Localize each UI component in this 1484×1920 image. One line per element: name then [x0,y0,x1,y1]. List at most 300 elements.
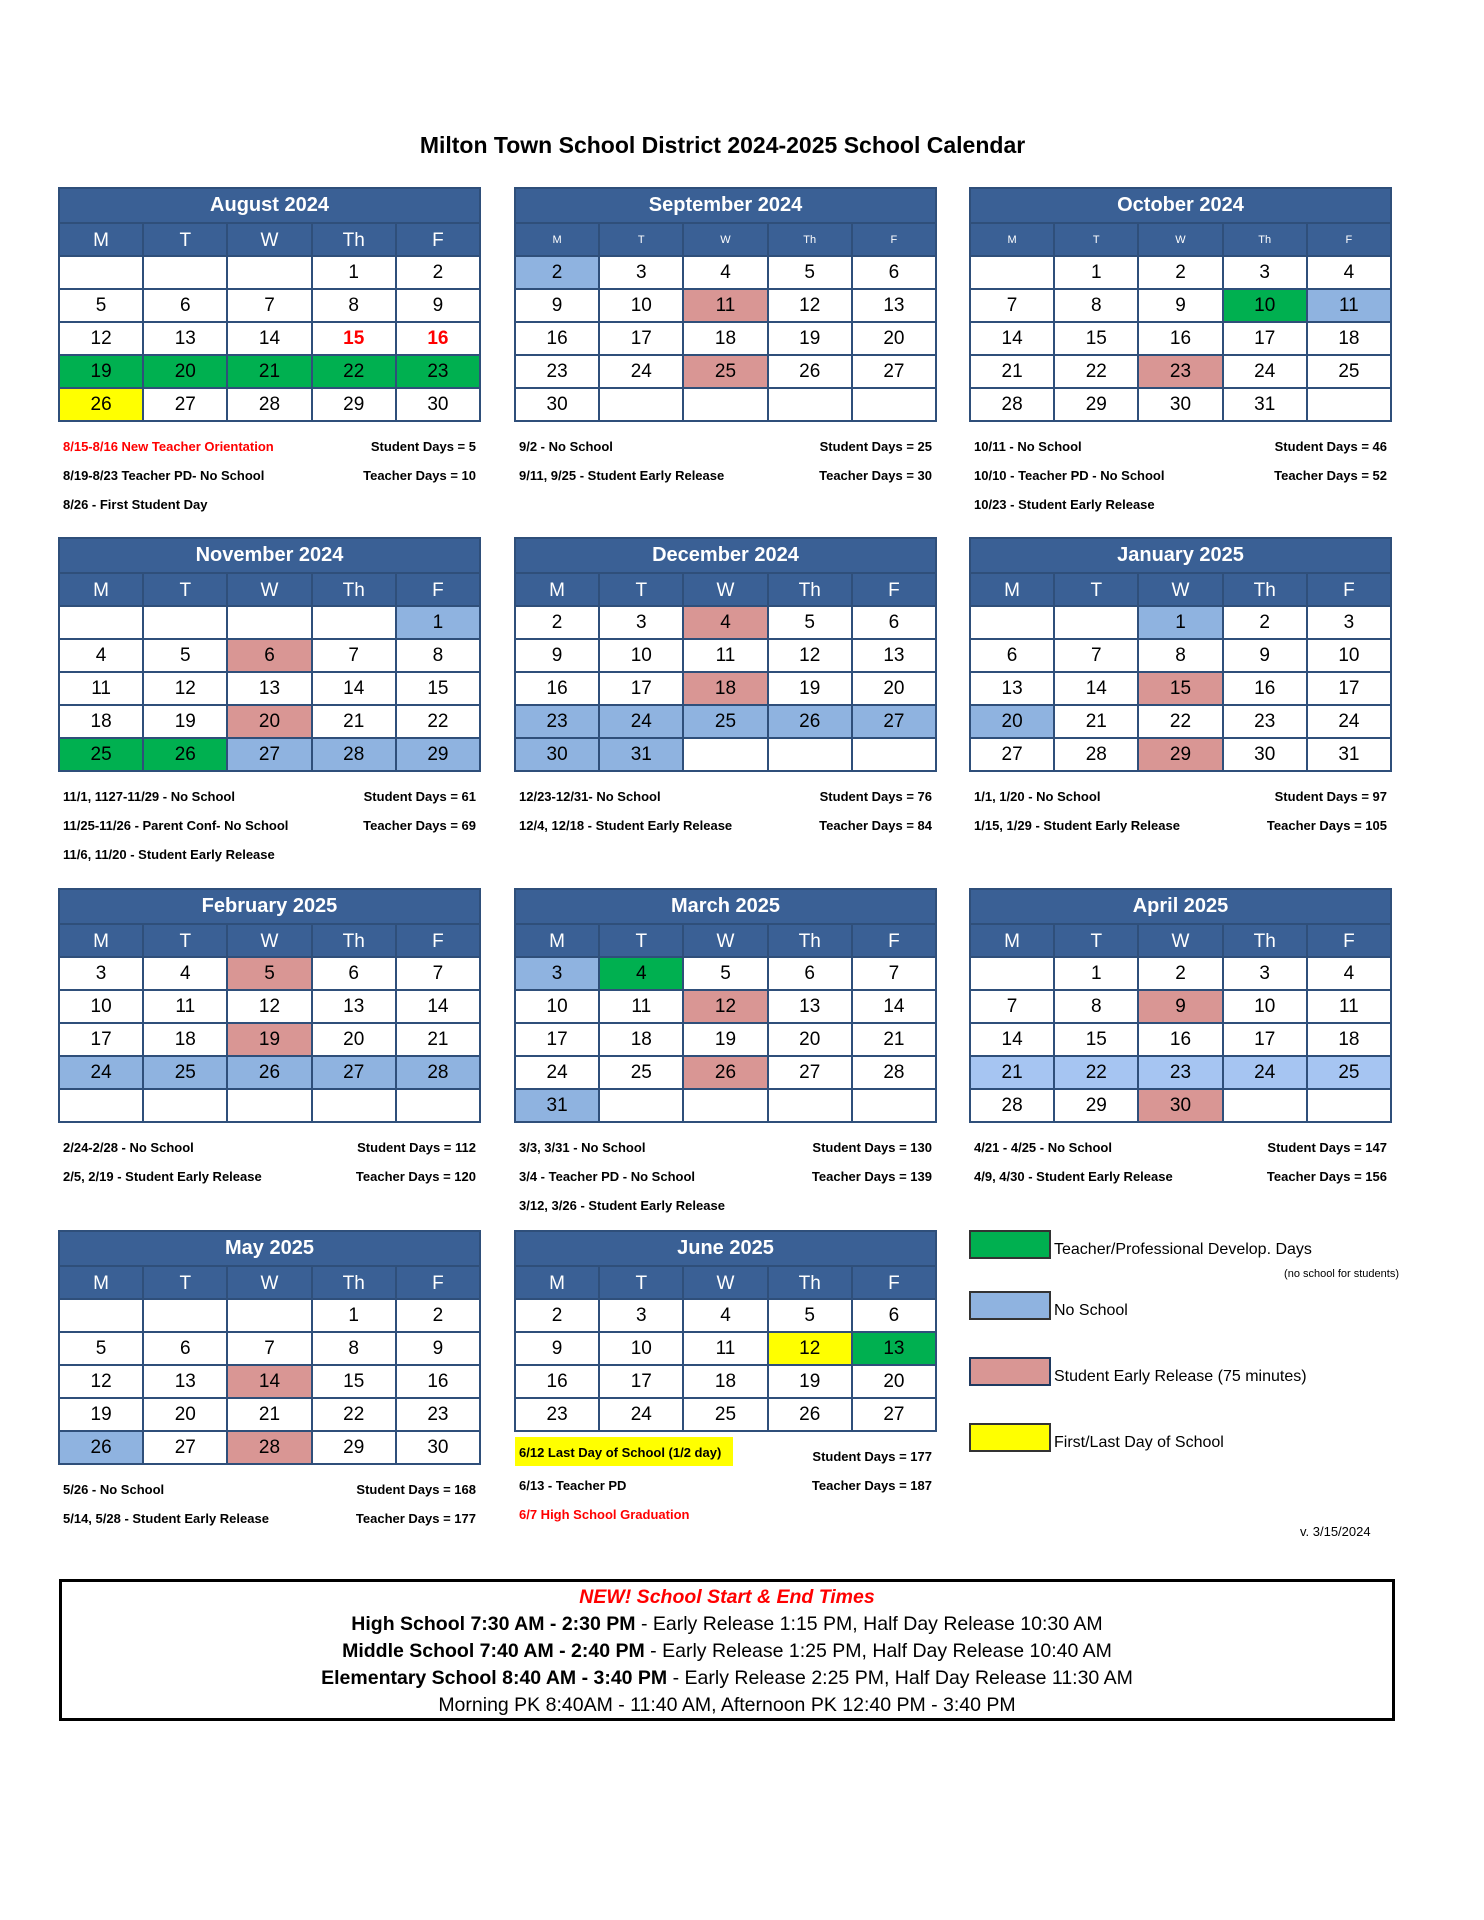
note-text: 6/12 Last Day of School (1/2 day) [515,1437,733,1466]
day-cell: 13 [853,290,935,321]
day-cell: 12 [228,991,310,1022]
day-cell: 31 [1224,389,1306,420]
day-cell: 18 [684,673,766,704]
note-text: 9/11, 9/25 - Student Early Release [519,468,725,483]
day-cell: 29 [1055,1090,1137,1121]
day-cell: 28 [1055,739,1137,770]
day-cell: 6 [144,290,226,321]
calendar-grid [969,537,1392,772]
day-header: W [1139,925,1221,956]
note-row [63,840,476,869]
day-cell: 3 [1224,257,1306,288]
day-cell: 21 [971,356,1053,387]
day-cell: 16 [516,1366,598,1397]
day-cell: 24 [600,356,682,387]
day-cell: 22 [1139,706,1221,737]
day-cell: 1 [313,257,395,288]
day-cell: 23 [516,706,598,737]
day-cell: 19 [769,1366,851,1397]
day-cell: 29 [313,389,395,420]
day-header: F [397,925,479,956]
day-cell: 8 [1139,640,1221,671]
note-row [63,782,476,811]
day-cell: 8 [313,1333,395,1364]
day-cell: 18 [1308,1024,1390,1055]
times-row-elementary [62,1665,1392,1692]
day-cell: 10 [600,1333,682,1364]
month-notes [58,782,481,869]
day-cell: 16 [397,323,479,354]
day-cell: 24 [1224,356,1306,387]
day-cell: 21 [397,1024,479,1055]
day-cell: 30 [1139,389,1221,420]
note-text: 4/21 - 4/25 - No School [974,1140,1112,1155]
day-cell: 21 [228,1399,310,1430]
days-grid [60,925,479,1121]
calendar-grid [58,1230,481,1465]
day-cell: 3 [1224,958,1306,989]
day-cell: 30 [516,389,598,420]
month-january-2025 [969,537,1392,840]
note-text: 8/26 - First Student Day [63,497,208,512]
day-cell: 12 [60,323,142,354]
day-cell: 16 [1139,323,1221,354]
day-cell: 18 [684,323,766,354]
day-cell: 28 [971,1090,1053,1121]
month-title: June 2025 [516,1232,935,1267]
calendar-grid [58,888,481,1123]
day-cell: 1 [313,1300,395,1331]
times-bold: Middle School 7:40 AM - 2:40 PM [342,1640,645,1662]
month-title: October 2024 [971,189,1390,224]
day-count: Teacher Days = 156 [1266,1169,1387,1184]
days-grid [971,574,1390,770]
day-cell: 10 [516,991,598,1022]
day-header: M [971,224,1053,255]
day-cell: 22 [1055,1057,1137,1088]
day-header: T [600,574,682,605]
month-notes [514,432,937,490]
day-header: Th [769,1267,851,1298]
empty-day-cell [60,257,142,288]
empty-day-cell [144,257,226,288]
day-header: T [600,224,682,255]
day-header: W [228,224,310,255]
day-cell: 28 [853,1057,935,1088]
empty-day-cell [1308,1090,1390,1121]
note-row [519,432,932,461]
note-row [519,1191,932,1220]
day-count: Student Days = 76 [819,789,932,804]
calendar-grid [969,888,1392,1123]
month-september-2024 [514,187,937,490]
day-cell: 30 [1224,739,1306,770]
note-row [519,1471,932,1500]
note-text: 11/6, 11/20 - Student Early Release [63,847,275,862]
day-header: W [1139,224,1221,255]
day-cell: 3 [60,958,142,989]
day-count: Student Days = 168 [356,1482,476,1497]
note-row [974,1162,1387,1191]
day-cell: 18 [684,1366,766,1397]
legend-sublabel: (no school for students) [1284,1268,1399,1280]
day-cell: 26 [228,1057,310,1088]
day-header: T [600,925,682,956]
day-cell: 26 [769,1399,851,1430]
note-row [63,811,476,840]
note-text: 10/10 - Teacher PD - No School [974,468,1165,483]
empty-day-cell [1308,389,1390,420]
day-header: Th [1224,574,1306,605]
day-cell: 14 [971,1024,1053,1055]
day-cell: 3 [1308,607,1390,638]
note-text: 10/11 - No School [974,439,1082,454]
day-cell: 12 [769,1333,851,1364]
note-text: 1/15, 1/29 - Student Early Release [974,818,1180,833]
month-december-2024 [514,537,937,840]
month-june-2025 [514,1230,937,1529]
day-cell: 28 [971,389,1053,420]
note-row [974,811,1387,840]
day-cell: 28 [228,389,310,420]
day-cell: 24 [600,1399,682,1430]
day-cell: 21 [313,706,395,737]
month-notes [58,1133,481,1191]
day-cell: 20 [144,1399,226,1430]
day-header: T [600,1267,682,1298]
empty-day-cell [60,1300,142,1331]
day-cell: 25 [684,706,766,737]
day-cell: 4 [1308,958,1390,989]
day-cell: 27 [228,739,310,770]
days-grid [516,925,935,1121]
note-row [519,1133,932,1162]
empty-day-cell [684,1090,766,1121]
day-header: T [1055,224,1137,255]
day-header: W [228,925,310,956]
day-cell: 12 [60,1366,142,1397]
day-cell: 2 [1139,257,1221,288]
day-cell: 15 [1055,1024,1137,1055]
day-cell: 7 [228,290,310,321]
note-row [63,1504,476,1533]
days-grid [516,1267,935,1430]
note-row [63,432,476,461]
note-row [519,1162,932,1191]
note-text: 1/1, 1/20 - No School [974,789,1101,804]
day-cell: 6 [769,958,851,989]
day-header: F [397,574,479,605]
note-text: 5/26 - No School [63,1482,165,1497]
month-october-2024 [969,187,1392,519]
day-cell: 14 [1055,673,1137,704]
day-cell: 6 [228,640,310,671]
note-row [63,461,476,490]
day-cell: 23 [397,356,479,387]
day-header: T [144,224,226,255]
page-title: Milton Town School District 2024-2025 School Calendar [419,132,1026,158]
day-header: Th [313,1267,395,1298]
day-cell: 9 [1224,640,1306,671]
empty-day-cell [971,958,1053,989]
note-text: 12/23-12/31- No School [519,789,661,804]
day-cell: 17 [1224,1024,1306,1055]
day-count: Teacher Days = 69 [363,818,476,833]
day-header: M [516,574,598,605]
day-cell: 30 [397,389,479,420]
day-cell: 7 [397,958,479,989]
day-header: M [971,925,1053,956]
day-cell: 5 [684,958,766,989]
day-cell: 2 [397,257,479,288]
day-cell: 11 [1308,290,1390,321]
day-cell: 27 [971,739,1053,770]
day-header: T [1055,925,1137,956]
month-notes [514,1133,937,1220]
day-header: W [684,1267,766,1298]
day-cell: 17 [600,1366,682,1397]
month-notes [969,782,1392,840]
day-cell: 16 [516,323,598,354]
times-row-middle [62,1638,1392,1665]
day-cell: 26 [60,389,142,420]
month-april-2025 [969,888,1392,1191]
day-header: T [144,574,226,605]
day-cell: 26 [769,356,851,387]
day-cell: 4 [144,958,226,989]
day-cell: 29 [313,1432,395,1463]
empty-day-cell [600,1090,682,1121]
day-cell: 13 [853,640,935,671]
day-cell: 11 [1308,991,1390,1022]
calendar-grid [58,187,481,422]
month-notes [514,782,937,840]
empty-day-cell [769,739,851,770]
day-cell: 25 [684,356,766,387]
day-cell: 18 [144,1024,226,1055]
day-cell: 14 [313,673,395,704]
day-cell: 8 [1055,290,1137,321]
note-row [974,1133,1387,1162]
day-cell: 17 [516,1024,598,1055]
day-cell: 11 [60,673,142,704]
day-cell: 6 [144,1333,226,1364]
day-cell: 27 [769,1057,851,1088]
day-header: W [1139,574,1221,605]
day-cell: 1 [1139,607,1221,638]
day-cell: 16 [397,1366,479,1397]
day-cell: 29 [1139,739,1221,770]
empty-day-cell [853,739,935,770]
day-cell: 23 [397,1399,479,1430]
day-cell: 19 [60,356,142,387]
day-cell: 13 [769,991,851,1022]
day-cell: 25 [60,739,142,770]
day-count: Teacher Days = 52 [1274,468,1387,483]
day-cell: 8 [313,290,395,321]
day-header: M [60,925,142,956]
month-title: January 2025 [971,539,1390,574]
day-cell: 19 [769,673,851,704]
day-count: Student Days = 130 [812,1140,932,1155]
day-header: M [60,224,142,255]
day-header: W [684,574,766,605]
month-title: December 2024 [516,539,935,574]
empty-day-cell [144,1090,226,1121]
empty-day-cell [313,1090,395,1121]
day-header: M [971,574,1053,605]
legend-teacher-pd [969,1230,1312,1259]
calendar-grid [969,187,1392,422]
day-cell: 23 [1139,1057,1221,1088]
day-cell: 12 [769,290,851,321]
day-cell: 15 [1139,673,1221,704]
day-cell: 15 [397,673,479,704]
note-text: 5/14, 5/28 - Student Early Release [63,1511,269,1526]
day-cell: 14 [853,991,935,1022]
day-cell: 18 [1308,323,1390,354]
day-cell: 16 [1224,673,1306,704]
day-header: Th [769,224,851,255]
day-count: Student Days = 5 [370,439,476,454]
day-count: Student Days = 112 [357,1140,476,1155]
month-title: November 2024 [60,539,479,574]
day-cell: 21 [1055,706,1137,737]
day-cell: 5 [228,958,310,989]
month-title: May 2025 [60,1232,479,1267]
day-cell: 10 [1308,640,1390,671]
empty-day-cell [684,739,766,770]
day-cell: 23 [1139,356,1221,387]
day-cell: 30 [1139,1090,1221,1121]
day-header: Th [1224,224,1306,255]
day-count: Student Days = 46 [1274,439,1387,454]
note-text: 9/2 - No School [519,439,613,454]
times-rest: - Early Release 2:25 PM, Half Day Release 11:30 AM [667,1667,1133,1689]
day-header: Th [769,574,851,605]
day-cell: 7 [228,1333,310,1364]
empty-day-cell [769,1090,851,1121]
day-cell: 29 [397,739,479,770]
day-header: W [228,574,310,605]
days-grid [60,574,479,770]
day-cell: 1 [397,607,479,638]
day-cell: 25 [144,1057,226,1088]
times-rest: - Early Release 1:15 PM, Half Day Release 10:30 AM [635,1613,1103,1635]
day-cell: 26 [684,1057,766,1088]
day-cell: 13 [144,1366,226,1397]
day-header: F [853,1267,935,1298]
day-cell: 27 [313,1057,395,1088]
day-cell: 20 [769,1024,851,1055]
day-cell: 27 [853,706,935,737]
note-text: 12/4, 12/18 - Student Early Release [519,818,733,833]
day-cell: 22 [1055,356,1137,387]
times-heading: NEW! School Start & End Times [579,1586,875,1608]
yellow-swatch [969,1423,1051,1452]
day-header: Th [313,224,395,255]
month-title: March 2025 [516,890,935,925]
empty-day-cell [144,1300,226,1331]
day-cell: 7 [971,290,1053,321]
day-cell: 20 [853,1366,935,1397]
day-cell: 25 [1308,1057,1390,1088]
day-header: M [60,1267,142,1298]
day-cell: 19 [769,323,851,354]
note-row [974,432,1387,461]
month-title: February 2025 [60,890,479,925]
day-cell: 17 [600,323,682,354]
day-cell: 27 [144,389,226,420]
version-label: v. 3/15/2024 [1300,1524,1371,1539]
day-cell: 7 [313,640,395,671]
empty-day-cell [1055,607,1137,638]
month-february-2025 [58,888,481,1191]
note-text: 3/4 - Teacher PD - No School [519,1169,696,1184]
month-notes [514,1442,937,1529]
day-cell: 9 [397,1333,479,1364]
day-header: W [228,1267,310,1298]
day-cell: 22 [397,706,479,737]
times-row-high [62,1611,1392,1638]
legend-label: Student Early Release (75 minutes) [1054,1368,1307,1385]
note-text: 2/24-2/28 - No School [63,1140,194,1155]
note-text: 3/3, 3/31 - No School [519,1140,646,1155]
day-cell: 11 [144,991,226,1022]
note-row [519,782,932,811]
day-cell: 13 [853,1333,935,1364]
day-cell: 4 [684,257,766,288]
day-cell: 9 [516,640,598,671]
day-cell: 27 [144,1432,226,1463]
day-cell: 15 [313,1366,395,1397]
day-cell: 7 [853,958,935,989]
day-cell: 9 [516,290,598,321]
day-cell: 8 [397,640,479,671]
day-cell: 14 [228,1366,310,1397]
month-november-2024 [58,537,481,869]
day-cell: 10 [600,290,682,321]
day-cell: 14 [397,991,479,1022]
day-cell: 3 [600,1300,682,1331]
note-row [519,1500,932,1529]
legend-label: No School [1054,1302,1128,1319]
day-cell: 15 [313,323,395,354]
day-cell: 2 [397,1300,479,1331]
day-cell: 24 [600,706,682,737]
day-cell: 5 [769,257,851,288]
day-header: M [516,224,598,255]
month-title: April 2025 [971,890,1390,925]
empty-day-cell [60,1090,142,1121]
empty-day-cell [1224,1090,1306,1121]
day-cell: 31 [1308,739,1390,770]
day-cell: 7 [1055,640,1137,671]
day-cell: 5 [769,607,851,638]
day-cell: 27 [853,1399,935,1430]
day-cell: 24 [60,1057,142,1088]
day-cell: 16 [1139,1024,1221,1055]
day-cell: 20 [853,673,935,704]
day-cell: 20 [228,706,310,737]
empty-day-cell [600,389,682,420]
day-cell: 20 [853,323,935,354]
day-cell: 8 [1055,991,1137,1022]
day-cell: 2 [516,1300,598,1331]
day-count: Teacher Days = 105 [1266,818,1387,833]
day-cell: 20 [971,706,1053,737]
day-cell: 18 [600,1024,682,1055]
